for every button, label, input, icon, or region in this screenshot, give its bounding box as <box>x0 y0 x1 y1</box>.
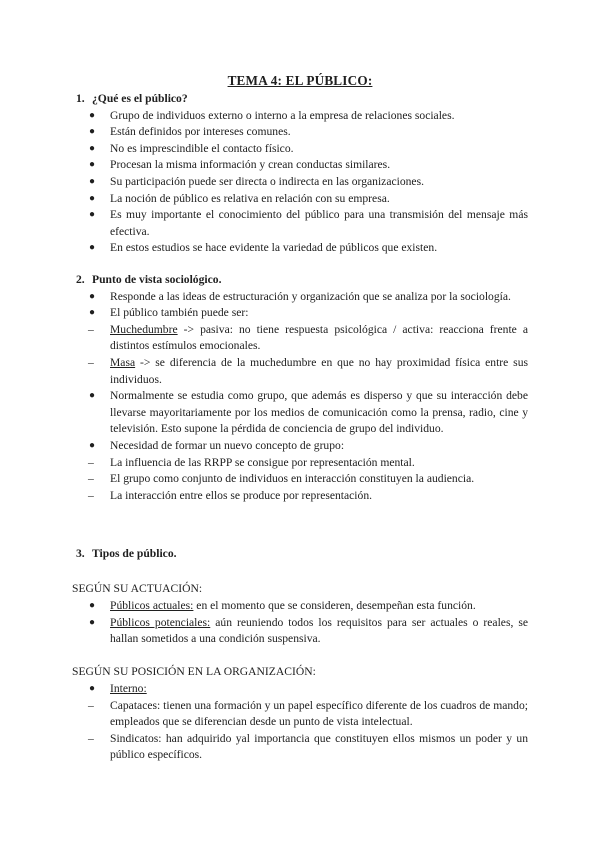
term-publicos-potenciales: Públicos potenciales: <box>110 615 211 629</box>
actuacion-list <box>0 598 600 648</box>
list-item-text: El público también puede ser: <box>110 306 249 320</box>
section-3-heading <box>76 546 600 563</box>
list-item-text: Normalmente se estudia como grupo, que además es disperso y que su interacción debe llevarse mayoritariamente por los medios de comunicación como la prensa, radio, cine y televisión. Esto supone la pérdida de conciencia de grupo del individuo. <box>110 389 528 436</box>
list-item <box>89 157 528 174</box>
bullet-icon: ● <box>89 616 96 628</box>
list-item-text: -> se diferencia de la muchedumbre en que no hay proximidad física entre sus individuos. <box>110 355 528 386</box>
list-item-text: Sindicatos: han adquirido yal importancia que constituyen ellos mismos un poder y un público específicos. <box>110 731 528 762</box>
term-interno: Interno: <box>110 682 147 695</box>
list-item-text: La interacción entre ellos se produce por representación. <box>110 488 373 502</box>
section-3-heading-text: Tipos de público. <box>92 547 177 560</box>
list-item-text: aún reuniendo todos los requisitos para ser actuales o reales, se hallan sometidos a una condición suspensiva. <box>110 615 528 646</box>
section-2-number: 2. <box>76 273 85 286</box>
label-segun-actuacion: SEGÚN SU ACTUACIÓN: <box>72 582 203 595</box>
bullet-icon: ● <box>89 290 96 302</box>
list-item-text: Están definidos por intereses comunes. <box>110 125 291 139</box>
list-item <box>88 731 528 764</box>
term-masa: Masa <box>110 355 136 369</box>
list-item <box>88 355 528 388</box>
list-item-text: Grupo de individuos externo o interno a la empresa de relaciones sociales. <box>110 108 455 122</box>
dash-icon: – <box>88 455 94 469</box>
section-2-heading-text: Punto de vista sociológico. <box>92 273 222 286</box>
dash-icon: – <box>88 698 94 712</box>
section-3 <box>0 546 600 563</box>
bullet-icon: ● <box>89 192 96 204</box>
list-item-text: La influencia de las RRPP se consigue por representación mental. <box>110 455 415 469</box>
list-item-text: En estos estudios se hace evidente la variedad de públicos que existen. <box>110 241 438 255</box>
bullet-icon: ● <box>89 600 96 611</box>
section-1-heading-text: ¿Qué es el público? <box>92 92 188 105</box>
dash-icon: – <box>88 355 94 369</box>
dash-icon: – <box>88 488 94 502</box>
list-item <box>89 438 528 455</box>
list-item <box>89 207 528 240</box>
list-item <box>88 471 528 488</box>
list-item <box>88 455 528 472</box>
bullet-icon: ● <box>89 242 96 254</box>
list-item <box>89 598 528 615</box>
list-item <box>89 108 528 125</box>
bullet-icon: ● <box>89 209 96 221</box>
list-item <box>89 388 528 438</box>
list-item-text: La noción de público es relativa en relación con su empresa. <box>110 191 390 205</box>
list-item <box>89 174 528 191</box>
list-item-text: Su participación puede ser directa o indirecta en las organizaciones. <box>110 174 424 188</box>
list-item <box>88 322 528 355</box>
list-item <box>88 488 528 505</box>
list-item <box>89 615 528 648</box>
section-2 <box>0 272 600 504</box>
bullet-icon: ● <box>89 159 96 171</box>
list-item <box>88 698 528 731</box>
list-item-text: Procesan la misma información y crean conductas similares. <box>110 158 391 172</box>
section-3-number: 3. <box>76 547 85 560</box>
bullet-icon: ● <box>89 126 96 138</box>
dash-icon: – <box>88 472 94 486</box>
list-item <box>89 240 528 257</box>
list-item <box>89 191 528 208</box>
list-item-text: No es imprescindible el contacto físico. <box>110 141 294 155</box>
list-item-text: Es muy importante el conocimiento del público para una transmisión del mensaje más efectiva. <box>110 208 528 238</box>
list-item <box>89 124 528 141</box>
section-2-heading <box>76 272 600 289</box>
document-title: TEMA 4: EL PÚBLICO: <box>227 73 373 88</box>
list-item <box>89 681 528 698</box>
term-muchedumbre: Muchedumbre <box>110 322 178 336</box>
term-publicos-actuales: Públicos actuales: <box>110 599 194 612</box>
section-1-heading <box>76 91 600 108</box>
bullet-icon: ● <box>89 109 96 121</box>
bullet-icon: ● <box>89 175 96 187</box>
section-1 <box>0 91 600 257</box>
list-item <box>89 289 528 306</box>
bullet-icon: ● <box>89 390 96 402</box>
list-item-text: El grupo como conjunto de individuos en interacción constituyen la audiencia. <box>110 472 475 486</box>
list-item <box>89 141 528 158</box>
list-item-text: Responde a las ideas de estructuración y organización que se analiza por la sociología. <box>110 289 511 303</box>
list-item-text: Capataces: tienen una formación y un papel específico diferente de los cuadros de mando; empleados que se diferencian desde un punto de vista intelectual. <box>110 698 528 729</box>
bullet-icon: ● <box>89 142 96 154</box>
list-item-text: Necesidad de formar un nuevo concepto de grupo: <box>110 438 345 452</box>
list-item-text: -> pasiva: no tiene respuesta psicológica / activa: reacciona frente a distintos estímulos emocionales. <box>110 322 528 353</box>
list-item-text: en el momento que se consideren, desempeñan esta función. <box>193 599 476 612</box>
section-1-number: 1. <box>76 92 85 105</box>
bullet-icon: ● <box>89 307 96 319</box>
label-segun-posicion: SEGÚN SU POSICIÓN EN LA ORGANIZACIÓN: <box>72 665 316 678</box>
dash-icon: – <box>88 731 94 745</box>
bullet-icon: ● <box>89 683 96 694</box>
posicion-list <box>0 681 600 764</box>
dash-icon: – <box>88 322 94 336</box>
bullet-icon: ● <box>89 439 96 451</box>
list-item <box>89 305 528 322</box>
